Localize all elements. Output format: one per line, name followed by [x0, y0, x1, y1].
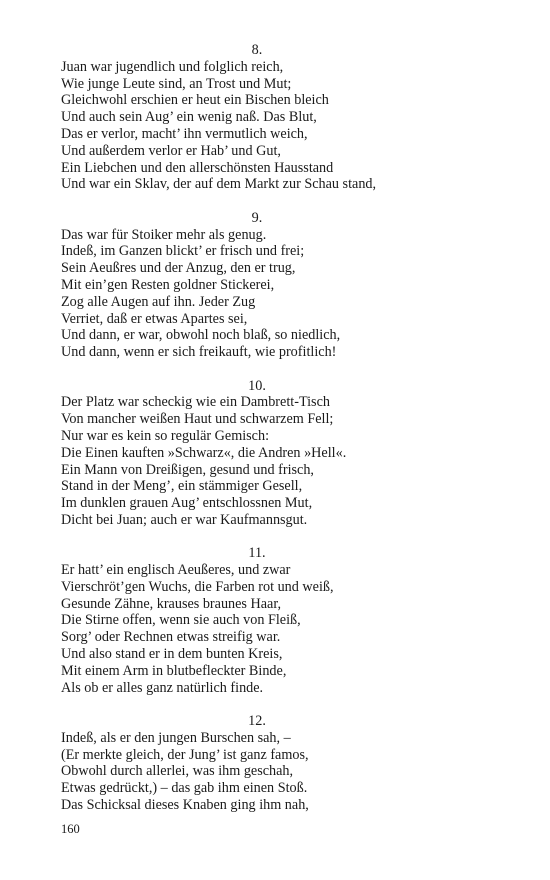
verse-line: Das war für Stoiker mehr als genug. [61, 226, 267, 243]
verse-line: Stand in der Meng’, ein stämmiger Gesell, [61, 478, 303, 495]
verse-line: Und war ein Sklav, der auf dem Markt zur Schau stand, [61, 176, 377, 193]
verse-line: Vierschröt’gen Wuchs, die Farben rot und weiß, [61, 578, 334, 595]
stanza-number: 10. [248, 377, 266, 394]
verse-line: Sein Aeußres und der Anzug, den er trug, [61, 260, 296, 277]
verse-line: Im dunklen grauen Aug’ entschlossnen Mut, [61, 495, 313, 512]
stanza [61, 713, 491, 814]
verse-line: Ein Mann von Dreißigen, gesund und frisch, [61, 461, 314, 478]
verse-line: Und dann, er war, obwohl noch blaß, so niedlich, [61, 327, 341, 344]
verse-line: Gleichwohl erschien er heut ein Bischen bleich [61, 92, 329, 109]
verse-line: Zog alle Augen auf ihn. Jeder Zug [61, 293, 256, 310]
verse-line: Etwas gedrückt,) – das gab ihm einen Stoß. [61, 780, 308, 797]
stanza [61, 210, 491, 361]
verse-line: Obwohl durch allerlei, was ihm geschah, [61, 763, 294, 780]
page-number: 160 [61, 822, 80, 836]
verse-line: Er hatt’ ein englisch Aeußeres, und zwar [61, 562, 291, 579]
verse-line: Indeß, im Ganzen blickt’ er frisch und frei; [61, 243, 305, 260]
verse-line: Juan war jugendlich und folglich reich, [61, 58, 284, 75]
stanza [61, 42, 491, 193]
stanza-number: 8. [251, 42, 263, 58]
verse-line: Und also stand er in dem bunten Kreis, [61, 646, 283, 663]
stanza [61, 545, 491, 696]
stanza-number: 12. [248, 713, 266, 730]
verse-line: Mit ein’gen Resten goldner Stickerei, [61, 276, 275, 293]
verse-line: Und außerdem verlor er Hab’ und Gut, [61, 142, 281, 159]
stanza-number: 9. [251, 209, 263, 226]
verse-line: Von mancher weißen Haut und schwarzem Fell; [61, 411, 334, 428]
stanza-number: 11. [248, 545, 266, 562]
verse-line: Und dann, wenn er sich freikauft, wie profitlich! [61, 344, 337, 361]
verse-line: Das er verlor, macht’ ihn vermutlich weich, [61, 125, 308, 142]
verse-line: Das Schicksal dieses Knaben ging ihm nah, [61, 797, 309, 814]
verse-line: Der Platz war scheckig wie ein Dambrett-Tisch [61, 394, 330, 411]
verse-line: Als ob er alles ganz natürlich finde. [61, 679, 264, 696]
verse-line: Gesunde Zähne, krauses braunes Haar, [61, 595, 282, 612]
verse-line: Verriet, daß er etwas Apartes sei, [61, 310, 248, 327]
verse-line: (Er merkte gleich, der Jung’ ist ganz famos, [61, 746, 309, 763]
poem-page [61, 42, 491, 830]
verse-line: Dicht bei Juan; auch er war Kaufmannsgut. [61, 511, 308, 528]
verse-line: Nur war es kein so regulär Gemisch: [61, 427, 270, 444]
verse-line: Wie junge Leute sind, an Trost und Mut; [61, 75, 292, 92]
verse-line: Die Stirne offen, wenn sie auch von Fleiß, [61, 612, 301, 629]
verse-line: Die Einen kauften »Schwarz«, die Andren »Hell«. [61, 444, 347, 461]
verse-line: Ein Liebchen und den allerschönsten Hausstand [61, 159, 334, 176]
stanza [61, 378, 491, 529]
verse-line: Sorg’ oder Rechnen etwas streifig war. [61, 629, 281, 646]
verse-line: Und auch sein Aug’ ein wenig naß. Das Blut, [61, 109, 317, 126]
verse-line: Indeß, als er den jungen Burschen sah, – [61, 729, 291, 746]
verse-line: Mit einem Arm in blutbefleckter Binde, [61, 662, 287, 679]
